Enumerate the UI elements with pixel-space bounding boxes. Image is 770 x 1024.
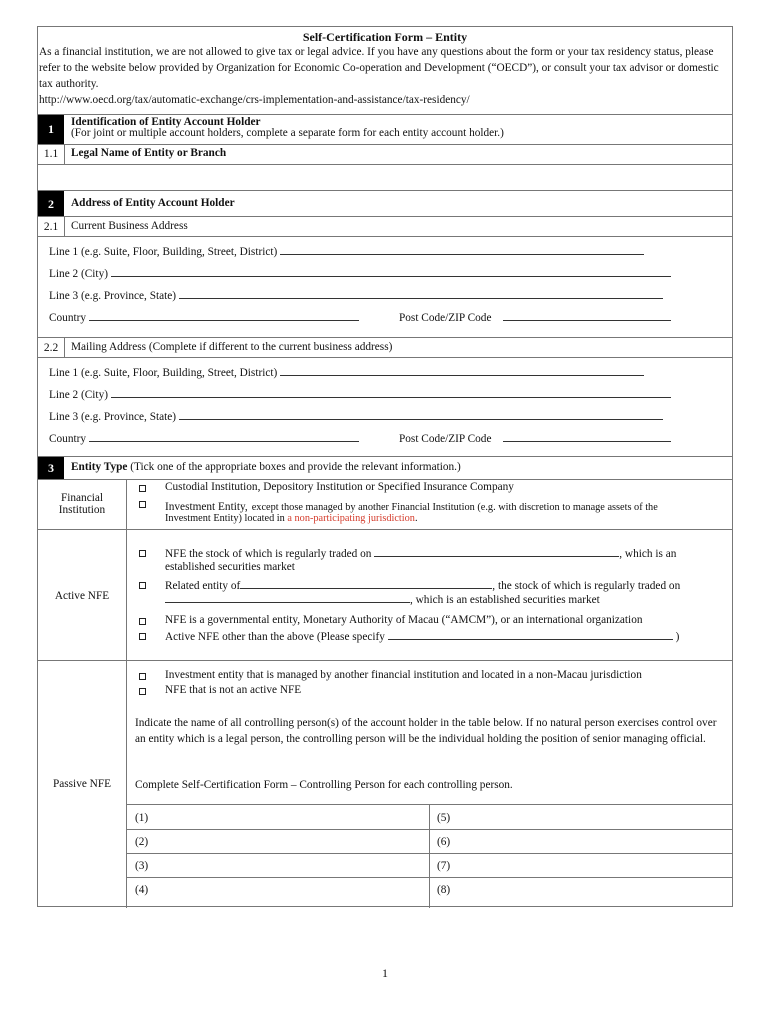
current-address-row: [38, 216, 732, 237]
governmental-entity-label: NFE is a governmental entity, Monetary Authority of Macau (“AMCM”), or an international organization: [165, 614, 643, 626]
line1-label: Line 1 (e.g. Suite, Floor, Building, Street, District): [49, 246, 278, 258]
other-active-nfe-label: Active NFE other than the above (Please specify: [165, 631, 385, 643]
country-label: Country: [49, 433, 87, 445]
mailing-line1-field[interactable]: [49, 365, 644, 379]
postcode-label: Post Code/ZIP Code: [399, 312, 492, 324]
controlling-person-form-note: Complete Self-Certification Form – Controlling Person for each controlling person.: [135, 779, 513, 791]
section-3-title: Entity Type: [71, 461, 128, 473]
mailing-country-field[interactable]: [49, 431, 359, 445]
divider: [64, 338, 65, 358]
intro-text: As a financial institution, we are not allowed to give tax or legal advice. If you have any questions about the form or your tax residency status, please refer to the website below provided by Organization for Economic Co-operation and Development (“OECD”), or consult your tax advisor or domestic tax authority.: [39, 46, 719, 90]
controlling-person-cell[interactable]: (8): [437, 884, 451, 896]
line3-label: Line 3 (e.g. Province, State): [49, 290, 177, 302]
custodial-option-label: Custodial Institution, Depository Institution or Specified Insurance Company: [165, 481, 514, 493]
subsection-1-1-number: 1.1: [43, 148, 59, 160]
investment-entity-label: Investment Entity,: [165, 501, 248, 513]
investment-entity-detail: except those managed by another Financial Institution (e.g. with discretion to manage assets of the: [251, 502, 658, 513]
section-3-instruction: (Tick one of the appropriate boxes and provide the relevant information.): [130, 461, 461, 473]
managed-investment-entity-checkbox[interactable]: [139, 673, 146, 680]
current-line2-field[interactable]: [49, 266, 671, 280]
subsection-2-2-number: 2.2: [43, 342, 59, 354]
postcode-label: Post Code/ZIP Code: [399, 433, 492, 445]
other-active-nfe-checkbox[interactable]: [139, 633, 146, 640]
divider: [126, 661, 127, 908]
current-line1-field[interactable]: [49, 244, 644, 258]
table-row-border: [126, 877, 732, 878]
investment-entity-location: [165, 513, 418, 524]
other-active-nfe-field[interactable]: [388, 629, 673, 640]
custodial-checkbox[interactable]: [139, 485, 146, 492]
traded-nfe-continuation: established securities market: [165, 561, 295, 573]
active-nfe-row: [38, 529, 732, 661]
divider: [126, 480, 127, 530]
controlling-person-cell[interactable]: (1): [135, 812, 149, 824]
section-2-number: 2: [38, 191, 64, 217]
not-active-nfe-label: NFE that is not an active NFE: [165, 684, 302, 696]
subsection-2-1-number: 2.1: [43, 221, 59, 233]
controlling-person-cell[interactable]: (5): [437, 812, 451, 824]
divider: [64, 145, 65, 165]
current-address-fields: [38, 236, 732, 338]
intro-paragraph: [39, 44, 733, 108]
line3-label: Line 3 (e.g. Province, State): [49, 411, 177, 423]
non-participating-jurisdiction-text: a non-participating jurisdiction: [287, 513, 415, 524]
managed-investment-entity-label: Investment entity that is managed by another financial institution and located in a non-Macau jurisdiction: [165, 669, 642, 681]
related-entity-checkbox[interactable]: [139, 582, 146, 589]
current-country-field[interactable]: [49, 310, 359, 324]
period: .: [414, 513, 418, 524]
related-entity-option: [165, 578, 680, 592]
passive-nfe-label: Passive NFE: [52, 778, 112, 790]
related-entity-field[interactable]: [240, 578, 492, 589]
related-entity-suffix: , the stock of which is regularly traded on: [492, 580, 681, 592]
other-active-nfe-option: [165, 629, 679, 643]
traded-nfe-label: NFE the stock of which is regularly traded on: [165, 548, 372, 560]
mailing-line3-field[interactable]: [49, 409, 663, 423]
line1-label: Line 1 (e.g. Suite, Floor, Building, Street, District): [49, 367, 278, 379]
country-label: Country: [49, 312, 87, 324]
controlling-person-cell[interactable]: (4): [135, 884, 149, 896]
section-3-header: [38, 456, 732, 480]
current-line3-field[interactable]: [49, 288, 663, 302]
financial-institution-label: Financial Institution: [58, 492, 106, 516]
section-3-number: 3: [38, 457, 64, 480]
not-active-nfe-checkbox[interactable]: [139, 688, 146, 695]
divider: [126, 530, 127, 661]
traded-nfe-option: [165, 546, 676, 560]
section-1-note: (For joint or multiple account holders, complete a separate form for each entity account holder.): [71, 127, 504, 139]
mailing-address-fields: [38, 357, 732, 457]
section-1-title: Identification of Entity Account Holder: [71, 116, 261, 128]
traded-nfe-suffix: , which is an: [619, 548, 677, 560]
passive-nfe-row: [38, 660, 732, 908]
section-1-number: 1: [38, 115, 64, 144]
oecd-link[interactable]: http://www.oecd.org/tax/automatic-exchange/crs-implementation-and-assistance/tax-residency/: [39, 94, 470, 106]
mailing-line2-field[interactable]: [49, 387, 671, 401]
form-title: Self-Certification Form – Entity: [302, 30, 468, 44]
related-entity-market-text: , which is an established securities market: [410, 594, 600, 606]
legal-name-row: [38, 144, 732, 165]
mailing-address-row: [38, 337, 732, 358]
section-2-header: [38, 190, 732, 217]
section-3-heading: [71, 461, 461, 473]
controlling-person-cell[interactable]: (6): [437, 836, 451, 848]
related-entity-continuation: [165, 592, 600, 606]
controlling-person-cell[interactable]: (7): [437, 860, 451, 872]
financial-institution-row: [38, 479, 732, 530]
line2-label: Line 2 (City): [49, 268, 108, 280]
related-entity-label: Related entity of: [165, 580, 241, 592]
line2-label: Line 2 (City): [49, 389, 108, 401]
divider: [64, 217, 65, 237]
controlling-person-cell[interactable]: (3): [135, 860, 149, 872]
section-1-header: [38, 114, 732, 145]
mailing-postcode-field[interactable]: [399, 431, 671, 445]
legal-name-input[interactable]: [38, 164, 732, 191]
table-row-border: [126, 853, 732, 854]
table-row-border: [126, 829, 732, 830]
section-2-title: Address of Entity Account Holder: [71, 197, 235, 209]
self-certification-form: [37, 26, 733, 907]
table-column-divider: [429, 804, 430, 908]
controlling-person-cell[interactable]: (2): [135, 836, 149, 848]
closing-paren: ): [675, 631, 680, 643]
current-postcode-field[interactable]: [399, 310, 671, 324]
traded-nfe-checkbox[interactable]: [139, 550, 146, 557]
legal-name-label: Legal Name of Entity or Branch: [71, 147, 227, 159]
investment-entity-location-text: Investment Entity) located in: [165, 513, 285, 524]
related-market-field[interactable]: [165, 592, 410, 603]
investment-entity-checkbox[interactable]: [139, 501, 146, 508]
page-number: 1: [382, 966, 388, 980]
traded-market-field[interactable]: [374, 546, 619, 557]
current-address-label: Current Business Address: [71, 220, 188, 232]
governmental-entity-checkbox[interactable]: [139, 618, 146, 625]
controlling-persons-instruction: Indicate the name of all controlling person(s) of the account holder in the table below. If no natural person exercises control over an entity which is a legal person, the controlling person will be the individual holding the position of senior managing official.: [135, 717, 717, 745]
active-nfe-label: Active NFE: [54, 590, 110, 602]
mailing-address-label: Mailing Address (Complete if different to the current business address): [71, 341, 393, 353]
